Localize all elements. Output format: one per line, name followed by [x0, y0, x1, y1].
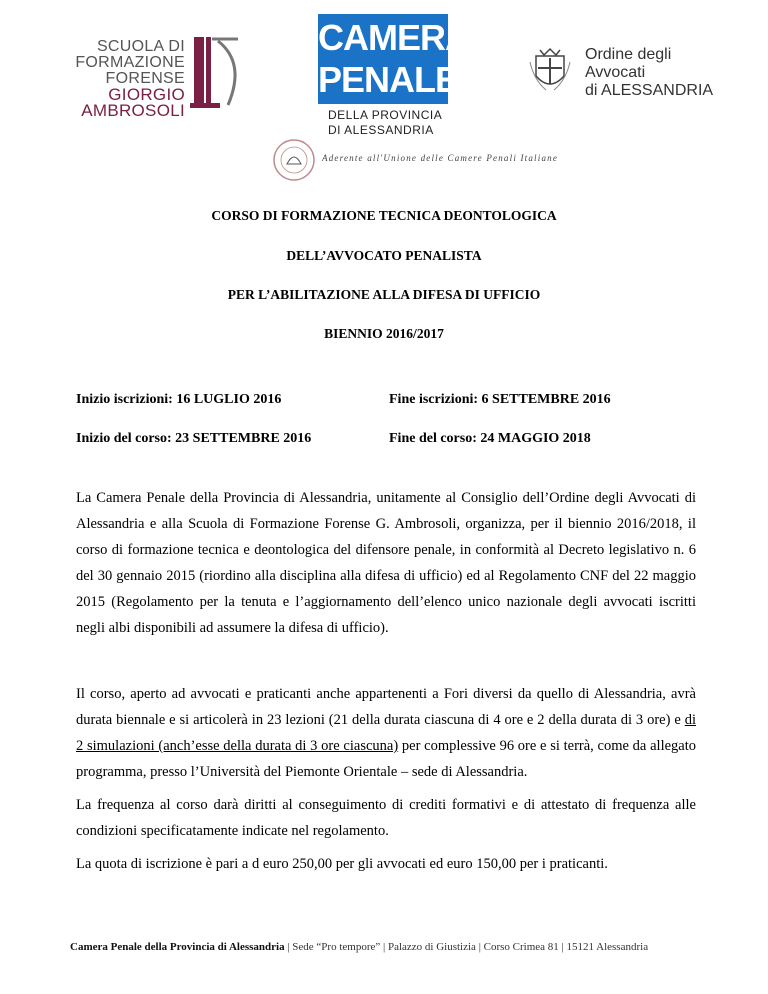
logo-line: FORENSE — [105, 70, 185, 87]
ordine-avvocati-logo — [528, 44, 728, 104]
footer-address: | Sede “Pro tempore” | Palazzo di Giustizia | Corso Crimea 81 | 15121 Alessandria — [284, 941, 649, 953]
paragraph-intro: La Camera Penale della Provincia di Alessandria, unitamente al Consiglio dell’Ordine degli Avvocati di Alessandria e alla Scuola di Formazione Forense G. Ambrosoli, organizza, per il biennio 2016/2018, il corso di formazione tecnica e deontologica del difensore penale, in conformità al Decreto legislativo n. 6 del 30 gennaio 2015 (riordino alla disciplina alla difesa di ufficio) ed al Regolamento CNF del 22 maggio 2015 (Regolamento per la tenuta e l’aggiornamento dell’elenco unico nazionale degli avvocati iscritti negli albi disponibili ad assumere la difesa di ufficio). — [76, 490, 696, 636]
course-subtitle: DELL’AVVOCATO PENALISTA — [286, 248, 482, 263]
logo-line: AMBROSOLI — [81, 101, 185, 120]
course-period: BIENNIO 2016/2017 — [324, 326, 444, 341]
course-title: CORSO DI FORMAZIONE TECNICA DEONTOLOGICA — [211, 208, 557, 223]
logo-word: PENALE — [318, 59, 459, 100]
registration-end: Fine iscrizioni: 6 SETTEMBRE 2016 — [389, 392, 611, 407]
column-emblem-icon — [188, 33, 250, 113]
paragraph-credits: La frequenza al corso darà diritti al conseguimento di crediti formativi e di attestato di frequenza alle condizioni specificatamente indicate nel regolamento. — [76, 797, 696, 839]
scuola-formazione-logo — [70, 28, 255, 120]
paragraph-fee: La quota di iscrizione è pari a d euro 250,00 per gli avvocati ed euro 150,00 per i praticanti. — [76, 856, 608, 872]
logo-line: Ordine degli — [585, 46, 672, 63]
course-start: Inizio del corso: 23 SETTEMBRE 2016 — [76, 431, 312, 446]
logo-subtitle: DI ALESSANDRIA — [328, 123, 434, 137]
coat-of-arms-icon — [528, 46, 572, 96]
logo-line: FORMAZIONE — [75, 54, 185, 71]
underlined-text: di 2 simulazioni (anch’esse della durata di 3 ore ciascuna) — [76, 712, 696, 754]
text-segment: per complessive 96 ore e si terrà, come da allegato programma, presso l’Università del Piemonte Orientale – sede di Alessandria. — [76, 738, 696, 780]
logo-line: SCUOLA DI — [96, 38, 185, 55]
registration-start: Inizio iscrizioni: 16 LUGLIO 2016 — [76, 392, 282, 407]
page-footer — [70, 941, 648, 953]
logo-word: CAMERA — [318, 17, 470, 58]
logo-line: GIORGIO — [108, 85, 185, 104]
course-end: Fine del corso: 24 MAGGIO 2018 — [389, 431, 591, 446]
footer-org: Camera Penale della Provincia di Alessandria — [70, 941, 285, 953]
logo-line: Avvocati — [585, 64, 646, 81]
logo-line: di ALESSANDRIA — [585, 82, 714, 99]
text-segment: Il corso, aperto ad avvocati e praticanti anche appartenenti a Fori diversi da quello di Alessandria, avrà durata biennale e si articolerà in 23 lezioni (21 della durata ciascuna di 4 ore e 2 della durata di 3 ore) e — [76, 686, 696, 728]
logo-subtitle: DELLA PROVINCIA — [328, 108, 443, 122]
seal-icon — [272, 138, 316, 182]
camera-penale-logo — [318, 14, 470, 139]
seal-caption: Aderente all'Unione delle Camere Penali Italiane — [322, 153, 559, 163]
unione-camere-penali-seal — [272, 138, 316, 187]
course-purpose: PER L’ABILITAZIONE ALLA DIFESA DI UFFICIO — [227, 287, 541, 302]
paragraph-course-details — [76, 681, 696, 785]
